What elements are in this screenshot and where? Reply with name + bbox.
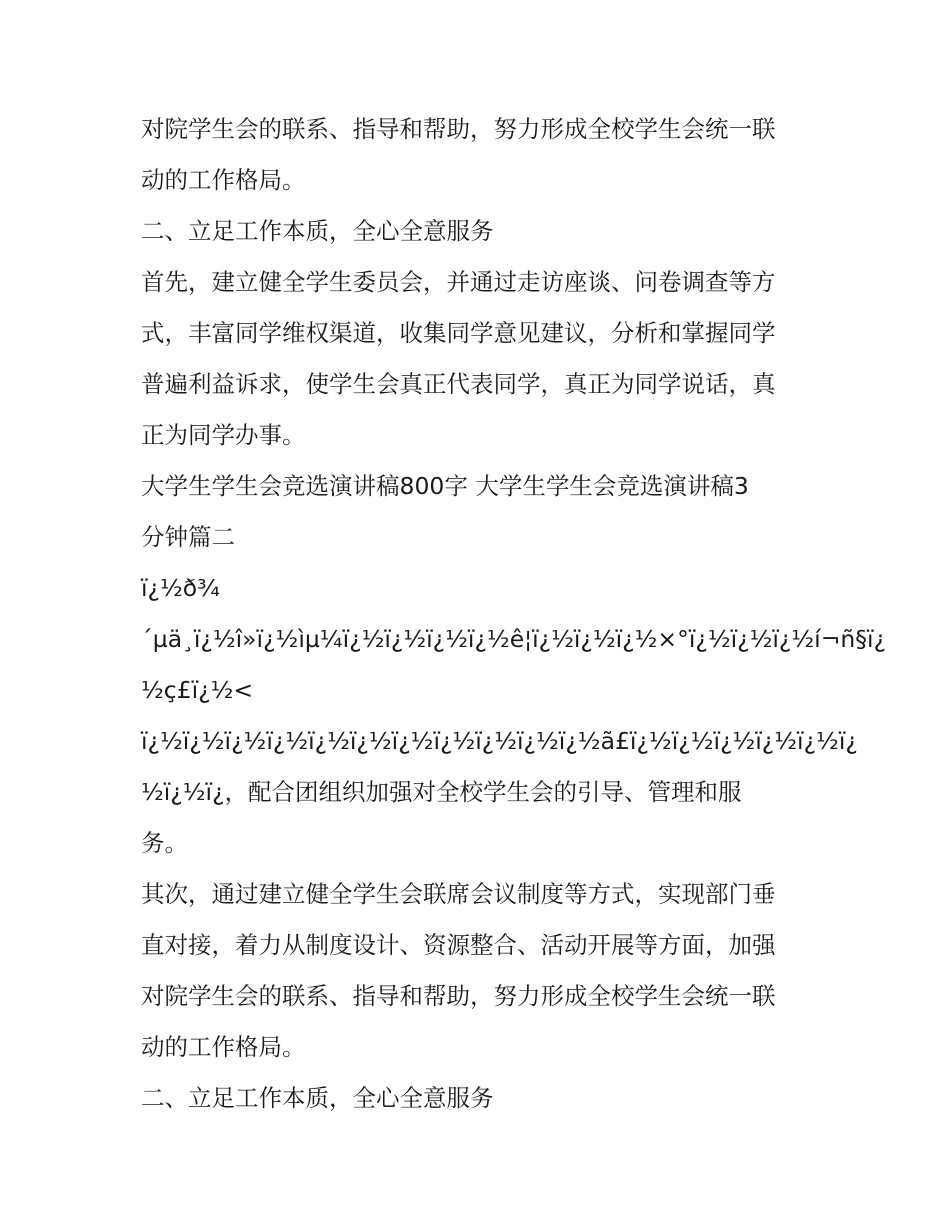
text-line: 动的工作格局。	[141, 166, 306, 194]
article-title: 分钟篇二	[141, 523, 235, 551]
text-line: 其次，通过建立健全学生会联席会议制度等方式，实现部门垂	[141, 880, 776, 908]
text-line: 式，丰富同学维权渠道，收集同学意见建议，分析和掌握同学	[141, 319, 776, 347]
text-line: 首先，建立健全学生委员会，并通过走访座谈、问卷调查等方	[141, 268, 776, 296]
text-line: 对院学生会的联系、指导和帮助，努力形成全校学生会统一联	[141, 115, 776, 143]
section-heading: 二、立足工作本质，全心全意服务	[141, 217, 494, 245]
text-line: 动的工作格局。	[141, 1033, 306, 1061]
article-title: 大学生学生会竞选演讲稿800字 大学生学生会竞选演讲稿3	[141, 472, 749, 500]
text-line: 普遍利益诉求，使学生会真正代表同学，真正为同学说话，真	[141, 370, 776, 398]
garbled-text-line: ï¿½ï¿½ï¿½ï¿½ï¿½ï¿½ï¿½ï¿½ï¿½ï¿½ï¿½ã£ï¿½ï¿½ï¿½ï¿½ï¿½ï¿	[141, 727, 858, 755]
text-line: 直对接，着力从制度设计、资源整合、活动开展等方面，加强	[141, 931, 776, 959]
document-body	[141, 104, 887, 1124]
garbled-text-line: ï¿½ð¾	[141, 574, 220, 602]
text-line: 对院学生会的联系、指导和帮助，努力形成全校学生会统一联	[141, 982, 776, 1010]
text-line: 务。	[141, 829, 188, 857]
garbled-text-line: ½ç£ï¿½<	[141, 676, 254, 704]
text-line: ½ï¿½ï¿，配合团组织加强对全校学生会的引导、管理和服	[141, 778, 742, 806]
section-heading: 二、立足工作本质，全心全意服务	[141, 1084, 494, 1112]
garbled-text-line: ´µä¸ï¿½î»ï¿½ìµ¼ï¿½ï¿½ï¿½ï¿½ê¦ï¿½ï¿½ï¿½×°ï¿½ï¿½ï¿½í¬ñ§ï¿	[141, 625, 887, 653]
text-line: 正为同学办事。	[141, 421, 306, 449]
